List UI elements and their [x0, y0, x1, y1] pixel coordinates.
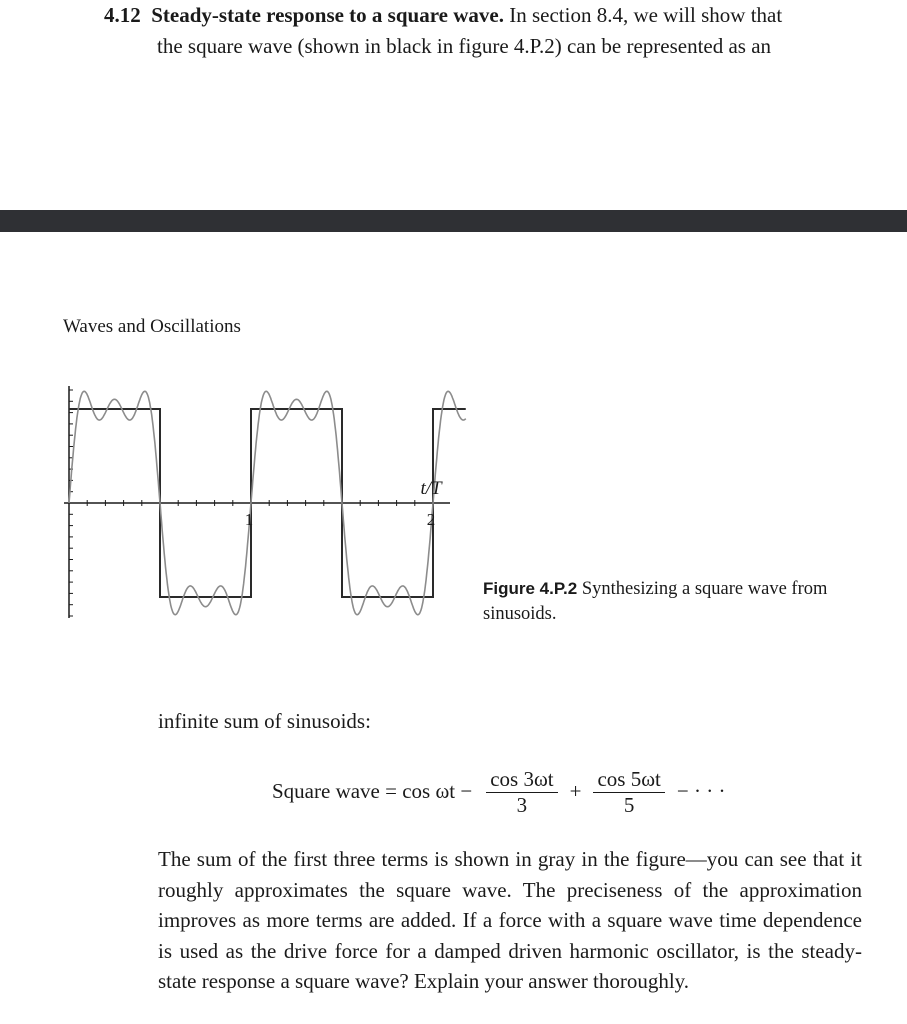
- equation-lhs: Square wave = cos ωt −: [272, 778, 473, 803]
- figure-square-wave: [58, 376, 478, 626]
- x-axis-label: t/T: [420, 478, 442, 499]
- problem-statement: [104, 0, 864, 62]
- x-tick-label-2: 2: [426, 510, 436, 529]
- problem-first-line: [104, 0, 864, 31]
- equation-plus: +: [569, 778, 582, 803]
- body-paragraph: The sum of the first three terms is shown in gray in the figure—you can see that it roughly approximates the square wave. The preciseness of the approximation improves as more terms are added. If a force with a square wave time dependence is used as the drive force for a damped driven harmonic oscillator, is the steady-state response a square wave? Explain your answer thoroughly.: [158, 847, 862, 993]
- equation-tail: − · · ·: [676, 778, 726, 803]
- fraction-5-denominator: 5: [623, 792, 635, 817]
- x-tick-label-1: 1: [244, 510, 254, 529]
- problem-title: Steady-state response to a square wave.: [151, 3, 504, 27]
- running-head: Waves and Oscillations: [63, 316, 241, 337]
- fraction-3-denominator: 3: [516, 792, 528, 817]
- caption-label: Figure 4.P.2: [483, 579, 578, 598]
- equation-fraction-5: [593, 766, 664, 817]
- problem-number: 4.12: [104, 3, 141, 27]
- square-wave-plot: [58, 376, 478, 626]
- fraction-3-numerator: cos 3ωt: [490, 766, 554, 791]
- problem-text-line1: In section 8.4, we will show that: [503, 3, 783, 27]
- figure-caption: [483, 576, 843, 627]
- intro-text: infinite sum of sinusoids:: [158, 709, 371, 733]
- fraction-5-numerator: cos 5ωt: [597, 766, 661, 791]
- caption-text: Synthesizing a square wave from sinusoids.: [483, 579, 828, 624]
- equation-fraction-3: [486, 766, 557, 817]
- square-wave-equation: [272, 760, 731, 822]
- problem-text-line2: the square wave (shown in black in figure 4.P.2) can be represented as an: [157, 34, 772, 58]
- page-divider: [0, 210, 907, 232]
